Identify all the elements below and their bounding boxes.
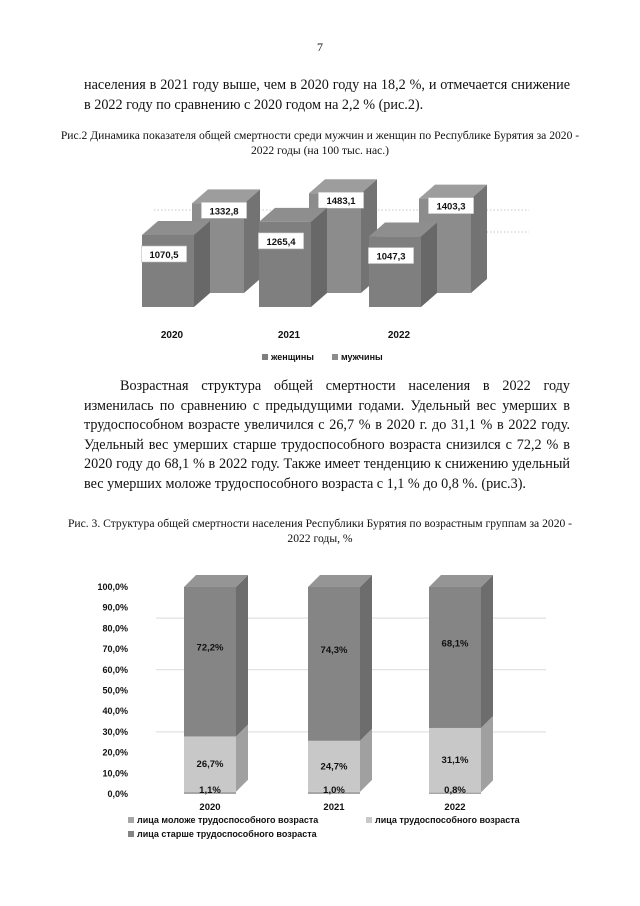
legend-label-working: лица трудоспособного возраста <box>375 815 520 825</box>
legend-label-younger: лица моложе трудоспособного возраста <box>137 815 319 825</box>
legend-label-1: мужчины <box>341 352 383 362</box>
data-label-men-2020: 1332,8 <box>209 206 239 218</box>
x-tick-2021: 2021 <box>323 802 345 813</box>
data-label-younger-2020: 1,1% <box>199 785 221 796</box>
legend-swatch-0 <box>262 354 268 360</box>
x-tick-2020: 2020 <box>199 802 221 813</box>
y-tick-4: 40,0% <box>102 706 128 717</box>
x-tick-2021: 2021 <box>277 330 301 341</box>
y-tick-9: 90,0% <box>102 602 128 613</box>
data-label-younger-2021: 1,0% <box>323 785 345 796</box>
bar-older-2021 <box>308 587 360 741</box>
legend-swatch-working <box>366 817 372 823</box>
figure-2-chart <box>124 168 544 378</box>
mortality-by-sex-chart <box>124 168 544 373</box>
data-label-older-2020: 72,2% <box>196 642 224 654</box>
page-number: 7 <box>317 40 323 54</box>
figure-3-chart <box>76 552 546 857</box>
y-tick-3: 30,0% <box>102 726 128 737</box>
data-label-older-2021: 74,3% <box>320 644 348 656</box>
data-label-women-2020: 1070,5 <box>149 250 179 261</box>
data-label-men-2021: 1483,1 <box>326 196 356 208</box>
bar-older-2022 <box>429 587 481 728</box>
bar-women-2022 <box>369 237 421 307</box>
data-label-women-2022: 1047,3 <box>376 251 406 263</box>
y-tick-5: 50,0% <box>102 685 128 696</box>
y-tick-8: 80,0% <box>102 623 128 634</box>
bar-older-2021-side <box>360 575 372 741</box>
figure-3-caption: Рис. 3. Структура общей смертности населения Республики Бурятия по возрастным группам за 2020 - 2022 годы, % <box>67 517 573 545</box>
bar-women-2020-side <box>194 221 210 307</box>
x-tick-2022: 2022 <box>444 802 466 813</box>
data-label-older-2022: 68,1% <box>441 638 469 650</box>
y-tick-0: 0,0% <box>107 789 128 799</box>
data-label-men-2022: 1403,3 <box>436 201 466 213</box>
data-label-working-2020: 26,7% <box>196 759 224 771</box>
age-structure-chart <box>76 552 546 852</box>
legend-label-older: лица старше трудоспособного возраста <box>137 829 317 839</box>
data-label-women-2021: 1265,4 <box>266 236 296 248</box>
legend-label-0: женщины <box>271 352 314 362</box>
data-label-working-2022: 31,1% <box>441 755 469 767</box>
bar-women-2021-side <box>311 208 327 307</box>
paragraph-intro: населения в 2021 году выше, чем в 2020 году на 18,2 %, и отмечается снижение в 2022 году по сравнению с 2020 годом на 2,2 % (рис.2). <box>84 77 570 113</box>
y-tick-2: 20,0% <box>102 747 128 758</box>
paragraph-age-structure: Возрастная структура общей смертности населения в 2022 году изменилась по сравнению с предыдущими годами. Удельный вес умерших в трудоспособном возрасте увеличился с 26,7 % в 2020 г. до 31,1 % в 2022 году. Удельный вес умерших старше трудоспособного возраста снизился с 72,2 % в 2020 году до 68,1 % в 2022 году. Также имеет тенденцию к снижению удельный вес умерших моложе трудоспособного возраста с 1,1 % до 0,8 %. (рис.3). <box>84 378 570 492</box>
legend-swatch-1 <box>332 354 338 360</box>
y-tick-7: 70,0% <box>102 644 128 655</box>
y-tick-1: 10,0% <box>102 768 128 779</box>
bar-older-2020 <box>184 587 236 736</box>
bar-side-working-2022 <box>481 716 493 792</box>
y-tick-10: 100,0% <box>97 582 128 592</box>
bar-older-2020-side <box>236 575 248 736</box>
data-label-younger-2022: 0,8% <box>444 785 466 796</box>
figure-2-caption: Рис.2 Динамика показателя общей смертности среди мужчин и женщин по Республике Бурятия за 2020 - 2022 годы (на 100 тыс. нас.) <box>60 129 580 157</box>
data-label-working-2021: 24,7% <box>320 761 348 773</box>
x-tick-2020: 2020 <box>160 330 184 341</box>
x-tick-2022: 2022 <box>387 330 411 341</box>
bar-women-2022-side <box>421 223 437 307</box>
legend-swatch-younger <box>128 817 134 823</box>
bar-older-2022-side <box>481 575 493 728</box>
y-tick-6: 60,0% <box>102 664 128 675</box>
legend-swatch-older <box>128 831 134 837</box>
